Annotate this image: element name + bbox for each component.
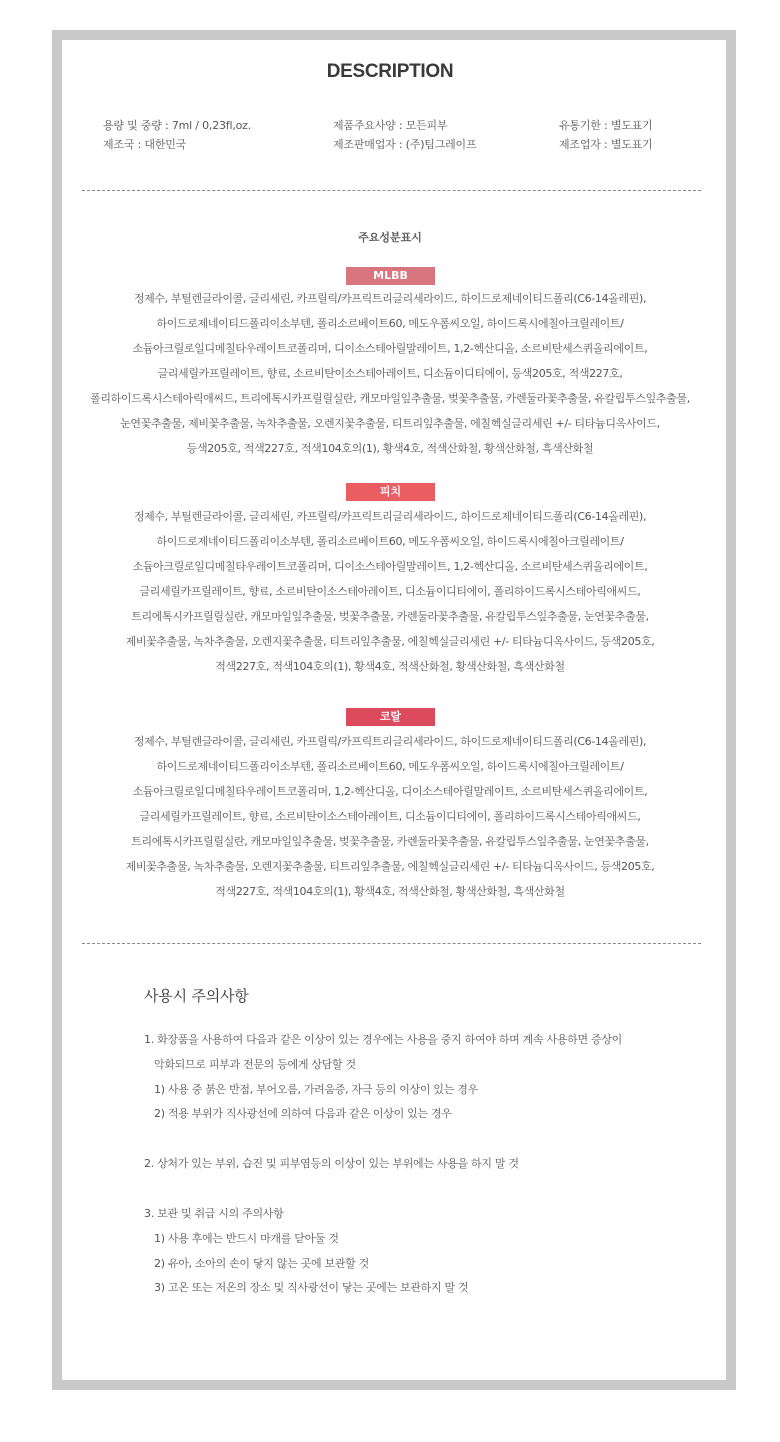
caution-subitem: 1) 사용 중 붉은 반점, 부어오름, 가려움증, 자극 등의 이상이 있는 경우: [154, 1082, 478, 1096]
caution-item: 3. 보관 및 취급 시의 주의사항: [144, 1206, 284, 1220]
ingredient-line: 등색205호, 적색227호, 적색104호의(1), 황색4호, 적색산화철, 황색산화철, 흑색산화철: [186, 442, 594, 455]
ingredient-line: 하이드로제네이티드폴리이소부텐, 폴리소르베이트60, 메도우폼씨오일, 하이드록시에칠아크릴레이트/: [156, 535, 624, 548]
ingredient-list-mlbb: [70, 286, 710, 461]
caution-subitem: 1) 사용 후에는 반드시 마개를 닫아둘 것: [154, 1231, 339, 1245]
spec-country: 제조국 : 대한민국: [103, 138, 187, 151]
ingredient-line: 소듐아크릴로일디메칠타우레이트코폴리머, 디이소스테아릴말레이트, 1,2-헥산디올, 소르비탄세스퀴올리에이트,: [132, 560, 648, 573]
ingredient-line: 소듐아크릴로일디메칠타우레이트코폴리머, 디이소스테아릴말레이트, 1,2-헥산디올, 소르비탄세스퀴올리에이트,: [132, 342, 648, 355]
page-title: DESCRIPTION: [326, 61, 454, 82]
ingredient-line: 눈연꽃추출물, 제비꽃추출물, 녹차추출물, 오렌지꽃추출물, 티트리잎추출물, 에칠헥실글리세린 +/- 티타늄디옥사이드,: [120, 417, 660, 430]
variant-badge-coral: 코랄: [346, 708, 435, 726]
spec-value: 별도표기: [610, 119, 653, 132]
caution-title: 사용시 주의사항: [144, 987, 249, 1005]
spec-seller: 제조판매업자 : (주)팀그레이프: [333, 138, 477, 151]
ingredient-line: 하이드로제네이티드폴리이소부텐, 폴리소르베이트60, 메도우폼씨오일, 하이드록시에칠아크릴레이트/: [156, 760, 624, 773]
ingredient-line: 적색227호, 적색104호의(1), 황색4호, 적색산화철, 황색산화철, 흑색산화철: [215, 660, 565, 673]
ingredient-line: 제비꽃추출물, 녹차추출물, 오렌지꽃추출물, 티트리잎추출물, 에칠헥실글리세린 +/- 티타늄디옥사이드, 등색205호,: [125, 860, 655, 873]
spec-label: 제조판매업자: [333, 138, 396, 151]
ingredient-line: 트리에톡시카프릴릴실란, 캐모마일잎추출물, 벚꽃추출물, 카렌둘라꽃추출물, 유칼립투스잎추출물, 눈연꽃추출물,: [131, 835, 649, 848]
spec-value: 별도표기: [610, 138, 653, 151]
ingredient-line: 폴리하이드록시스테아릭애씨드, 트리에톡시카프릴릴실란, 캐모마일잎추출물, 벚꽃추출물, 카렌둘라꽃추출물, 유칼립투스잎추출물,: [90, 392, 690, 405]
ingredient-line: 하이드로제네이티드폴리이소부텐, 폴리소르베이트60, 메도우폼씨오일, 하이드록시에칠아크릴레이트/: [156, 317, 624, 330]
spec-label: 용량 및 중량: [103, 119, 162, 132]
spec-label: 유통기한: [559, 119, 601, 132]
ingredient-line: 정제수, 부틸렌글라이콜, 글리세린, 카프릴릭/카프릭트리글리세라이드, 하이드로제네이티드폴리(C6-14올레핀),: [133, 292, 647, 305]
ingredient-line: 글리세릴카프릴레이트, 향료, 소르비탄이소스테아레이트, 디소듐이디티에이, 폴리하이드록시스테아릭애씨드,: [139, 585, 641, 598]
section-gap: [144, 1127, 704, 1152]
spec-value: 모든피부: [405, 119, 448, 132]
spec-value: 7ml / 0,23fl,oz.: [171, 119, 252, 132]
caution-subitem: 악화되므로 피부과 전문의 등에게 상담할 것: [154, 1057, 356, 1071]
caution-subitem: 2) 적용 부위가 직사광선에 의하여 다음과 같은 이상이 있는 경우: [154, 1107, 452, 1121]
ingredient-line: 소듐아크릴로일디메칠타우레이트코폴리머, 1,2-헥산디올, 디이소스테아릴말레이트, 소르비탄세스퀴올리에이트,: [132, 785, 648, 798]
caution-list: [144, 1028, 704, 1301]
ingredient-line: 정제수, 부틸렌글라이콜, 글리세린, 카프릴릭/카프릭트리글리세라이드, 하이드로제네이티드폴리(C6-14올레핀),: [133, 735, 647, 748]
caution-subitem: 2) 유아, 소아의 손이 닿지 않는 곳에 보관할 것: [154, 1256, 370, 1270]
ingredient-line: 제비꽃추출물, 녹차추출물, 오렌지꽃추출물, 티트리잎추출물, 에칠헥실글리세린 +/- 티타늄디옥사이드, 등색205호,: [125, 635, 655, 648]
caution-item: 1. 화장품을 사용하여 다음과 같은 이상이 있는 경우에는 사용을 중지 하여야 하며 계속 사용하면 증상이: [144, 1033, 623, 1046]
variant-badge-peach: 피치: [346, 483, 435, 501]
ingredient-line: 정제수, 부틸렌글라이콜, 글리세린, 카프릴릭/카프릭트리글리세라이드, 하이드로제네이티드폴리(C6-14올레핀),: [133, 510, 647, 523]
ingredient-list-coral: [70, 729, 710, 904]
ingredient-line: 트리에톡시카프릴릴실란, 캐모마일잎추출물, 벚꽃추출물, 카렌둘라꽃추출물, 유칼립투스잎추출물, 눈연꽃추출물,: [131, 610, 649, 623]
divider: [82, 190, 701, 191]
spec-volume: 용량 및 중량 : 7ml / 0,23fl,oz.: [103, 119, 252, 132]
caution-item: 2. 상처가 있는 부위, 습진 및 피부염등의 이상이 있는 부위에는 사용을 하지 말 것: [144, 1157, 519, 1171]
divider: [82, 943, 701, 944]
section-gap: [144, 1177, 704, 1202]
caution-subitem: 3) 고온 또는 저온의 장소 및 직사광선이 닿는 곳에는 보관하지 말 것: [154, 1281, 469, 1295]
ingredients-heading: 주요성분표시: [358, 231, 422, 244]
spec-expiry: 유통기한 : 별도표기: [559, 119, 653, 132]
spec-label: 제품주요사양: [333, 119, 396, 132]
spec-value: (주)팀그레이프: [405, 138, 477, 151]
variant-badge-mlbb: MLBB: [346, 267, 435, 285]
ingredient-line: 글리세릴카프릴레이트, 향료, 소르비탄이소스테아레이트, 디소듐이디티에이, 등색205호, 적색227호,: [157, 367, 623, 380]
spec-label: 제조국: [103, 138, 135, 151]
ingredient-line: 글리세릴카프릴레이트, 향료, 소르비탄이소스테아레이트, 디소듐이디티에이, 폴리하이드록시스테아릭애씨드,: [139, 810, 641, 823]
ingredient-list-peach: [70, 504, 710, 679]
spec-label: 제조업자: [559, 138, 601, 151]
ingredient-line: 적색227호, 적색104호의(1), 황색4호, 적색산화철, 황색산화철, 흑색산화철: [215, 885, 565, 898]
spec-main-type: 제품주요사양 : 모든피부: [333, 119, 448, 132]
spec-value: 대한민국: [144, 138, 187, 151]
spec-manufacturer: 제조업자 : 별도표기: [559, 138, 653, 151]
